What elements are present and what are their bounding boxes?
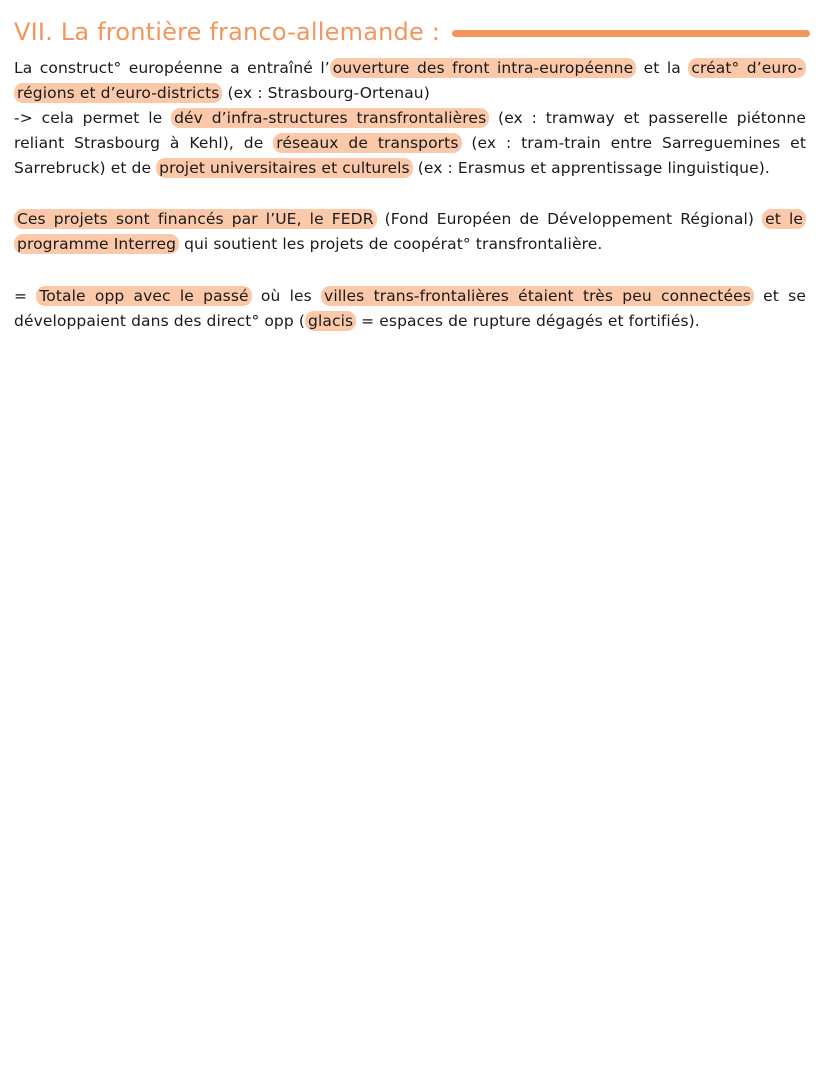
section-title: VII. La frontière franco-allemande : [14, 18, 441, 46]
highlight-transport-networks: réseaux de transports [273, 133, 461, 153]
text: -> cela permet le [14, 109, 172, 127]
paragraph-funding [14, 207, 806, 257]
highlight-infrastructure: dév d’infra-structures transfrontalières [171, 108, 489, 128]
highlight-unconnected-cities: villes trans-frontalières étaient très peu connectées [321, 286, 754, 306]
highlight-euro-regions: créat° d’euro-régions et d’euro-districts [14, 58, 806, 103]
highlight-eu-funding: Ces projets sont financés par l’UE, le FEDR [14, 209, 377, 229]
text: (Fond Européen de Développement Régional) [376, 210, 763, 228]
highlight-open-borders: ouverture des front intra-européenne [330, 58, 636, 78]
text: = espaces de rupture dégagés et fortifiés). [356, 312, 700, 330]
text: = [14, 287, 37, 305]
text: (ex : tramway et passerelle piétonne reliant Strasbourg à Kehl), de [14, 109, 806, 152]
text: et la [636, 59, 689, 77]
highlight-university-projects: projet universitaires et culturels [156, 158, 413, 178]
text: où les [251, 287, 322, 305]
paragraph-past-contrast [14, 284, 806, 334]
highlight-glacis: glacis [305, 311, 356, 331]
text: (ex : tram-train entre Sarreguemines et Sarrebruck) et de [14, 134, 806, 177]
title-underline-rule [452, 30, 810, 37]
highlight-opposition-past: Totale opp avec le passé [36, 286, 251, 306]
paragraph-european-construction [14, 56, 806, 181]
text: et se développaient dans des direct° opp ( [14, 287, 806, 330]
text: qui soutient les projets de coopérat° transfrontalière. [179, 235, 603, 253]
text: (ex : Erasmus et apprentissage linguistique). [412, 159, 770, 177]
highlight-interreg: et le programme Interreg [14, 209, 806, 254]
text: La construct° européenne a entraîné l’ [14, 59, 330, 77]
text: (ex : Strasbourg-Ortenau) [222, 84, 430, 102]
section-header [14, 14, 810, 50]
